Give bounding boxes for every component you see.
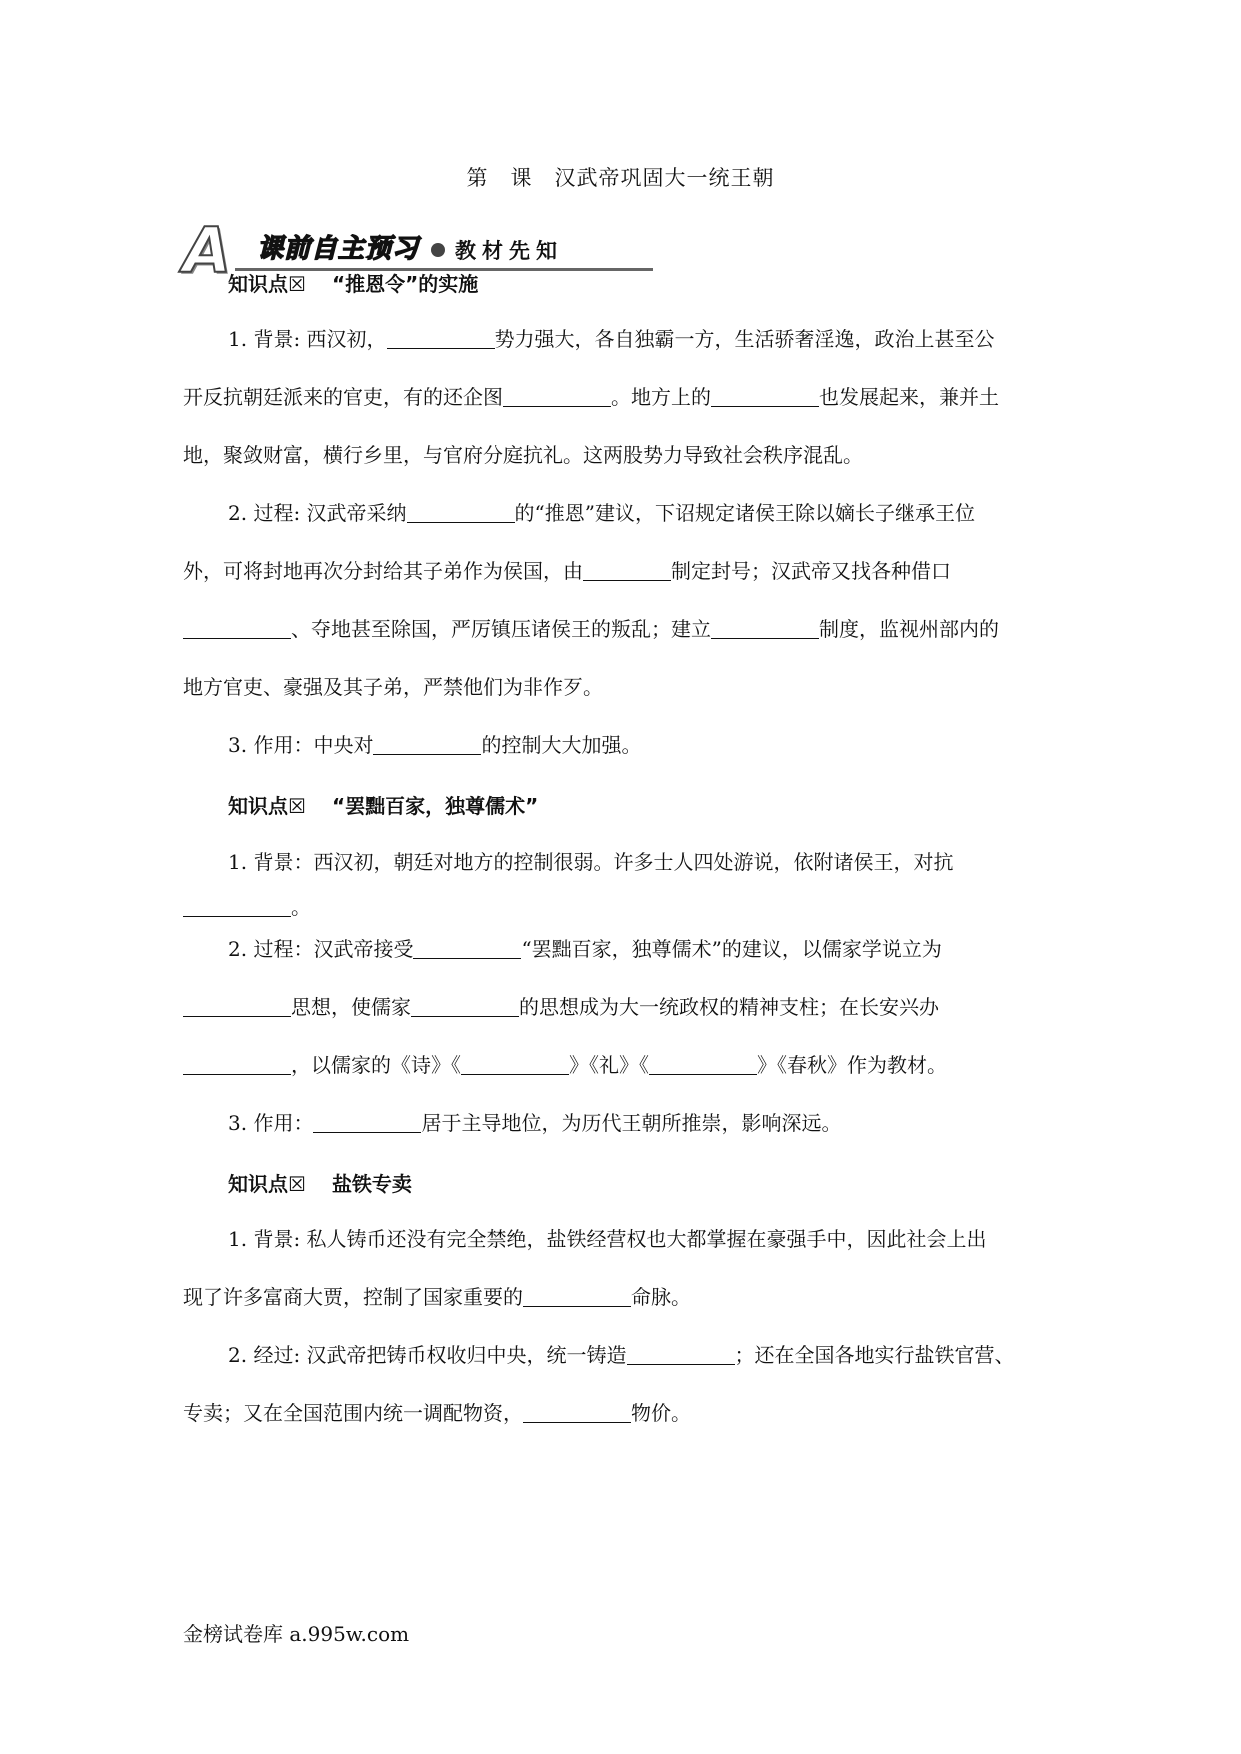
paragraph-line: 现了许多富商大贾，控制了国家重要的 命脉。 <box>183 1285 691 1309</box>
knowledge-point-label: 知识点☒ <box>228 1172 306 1196</box>
knowledge-point-label: 知识点☒ <box>228 794 306 818</box>
fill-blank[interactable] <box>461 1054 569 1075</box>
fill-blank[interactable] <box>183 1054 291 1075</box>
paragraph-line: ，以儒家的《诗》《 》《礼》《 》《春秋》作为教材。 <box>183 1051 1061 1080</box>
fill-blank[interactable] <box>711 618 819 639</box>
paragraph-line: 2. 过程：汉武帝接受 “罢黜百家，独尊儒术”的建议，以儒家学说立为 <box>228 937 942 961</box>
banner-bar <box>235 232 653 271</box>
fill-blank[interactable] <box>627 1344 735 1365</box>
banner-dot-icon <box>431 243 445 257</box>
section-heading-text: “推恩令”的实施 <box>331 272 479 296</box>
paragraph-line: 2. 经过: 汉武帝把铸币权收归中央，统一铸造 ；还在全国各地实行盐铁官营、 <box>228 1343 1015 1367</box>
paragraph-line: 2. 过程: 汉武帝采纳 的“推恩”建议，下诏规定诸侯王除以嫡长子继承王位 <box>228 501 975 525</box>
fill-blank[interactable] <box>583 560 671 581</box>
fill-blank[interactable] <box>649 1054 757 1075</box>
fill-blank[interactable] <box>183 618 291 639</box>
paragraph-line: 。 <box>183 893 1061 922</box>
paragraph-line: 、夺地甚至除国，严厉镇压诸侯王的叛乱；建立 制度，监视州部内的 <box>183 615 1061 644</box>
knowledge-point-label: 知识点☒ <box>228 272 306 296</box>
paragraph-line: 地方官吏、豪强及其子弟，严禁他们为非作歹。 <box>183 675 603 699</box>
fill-blank[interactable] <box>183 896 291 917</box>
section-heading-text: 盐铁专卖 <box>331 1172 412 1196</box>
banner-title: 课前自主预习 <box>257 234 420 264</box>
section-heading-1 <box>228 268 478 297</box>
fill-blank[interactable] <box>183 996 291 1017</box>
paragraph-line: 地，聚敛财富，横行乡里，与官府分庭抗礼。这两股势力导致社会秩序混乱。 <box>183 443 863 467</box>
fill-blank[interactable] <box>407 502 515 523</box>
fill-blank[interactable] <box>411 996 519 1017</box>
fill-blank[interactable] <box>313 1112 421 1133</box>
lesson-title: 第 课 汉武帝巩固大一统王朝 <box>466 166 775 190</box>
section-heading-3 <box>228 1168 412 1197</box>
paragraph-line: 开反抗朝廷派来的官吏，有的还企图 。地方上的 也发展起来，兼并土 <box>183 385 999 409</box>
paragraph-line: 3. 作用： 居于主导地位，为历代王朝所推崇，影响深远。 <box>228 1111 842 1135</box>
fill-blank[interactable] <box>503 386 611 407</box>
banner-subtitle: 教材先知 <box>455 239 563 263</box>
section-heading-2 <box>228 790 538 819</box>
banner-letter: A <box>183 214 231 287</box>
fill-blank[interactable] <box>387 328 495 349</box>
fill-blank[interactable] <box>523 1286 631 1307</box>
fill-blank[interactable] <box>523 1402 631 1423</box>
section-heading-text: “罢黜百家，独尊儒术” <box>331 794 539 818</box>
paragraph-line: 3. 作用：中央对 的控制大大加强。 <box>228 733 642 757</box>
fill-blank[interactable] <box>373 734 481 755</box>
paragraph-line: 1. 背景: 西汉初， 势力强大，各自独霸一方，生活骄奢淫逸，政治上甚至公 <box>228 327 995 351</box>
footer-watermark: 金榜试卷库 a.995w.com <box>183 1622 410 1646</box>
fill-blank[interactable] <box>711 386 819 407</box>
paragraph-line: 1. 背景：西汉初，朝廷对地方的控制很弱。许多士人四处游说，依附诸侯王，对抗 <box>228 850 954 874</box>
fill-blank[interactable] <box>413 938 521 959</box>
paragraph-line: 思想，使儒家 的思想成为大一统政权的精神支柱；在长安兴办 <box>183 993 1061 1022</box>
paragraph-line: 外，可将封地再次分封给其子弟作为侯国，由 制定封号；汉武帝又找各种借口 <box>183 559 951 583</box>
paragraph-line: 专卖；又在全国范围内统一调配物资， 物价。 <box>183 1401 691 1425</box>
paragraph-line: 1. 背景: 私人铸币还没有完全禁绝，盐铁经营权也大都掌握在豪强手中，因此社会上出 <box>228 1227 987 1251</box>
